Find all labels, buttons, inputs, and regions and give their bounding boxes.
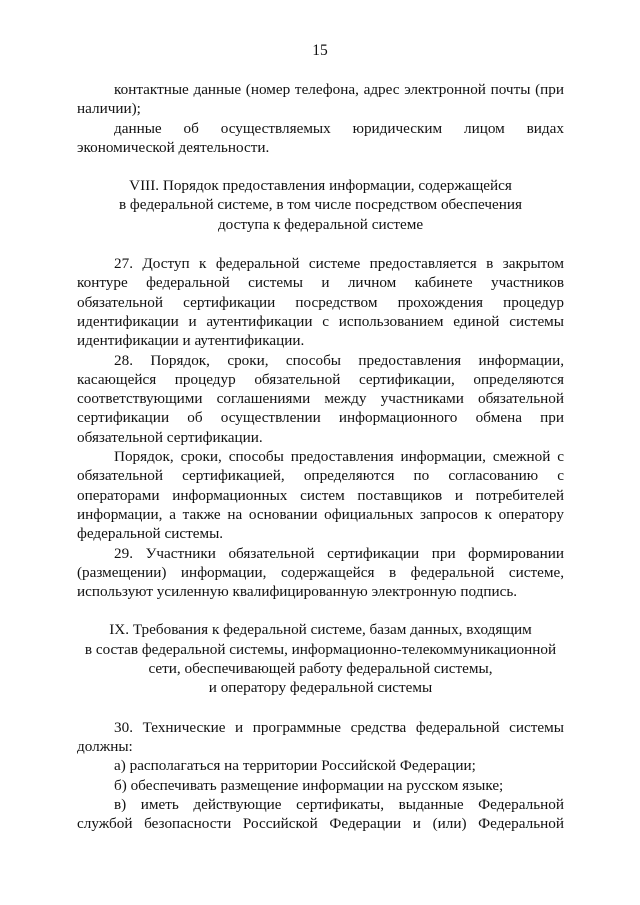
paragraph-29: 29. Участники обязательной сертификации при формировании (размещении) информации, содержащейся в федеральной системе, используют усиленную квалифицированную электронную подпись. bbox=[77, 544, 564, 601]
paragraph-30-b: б) обеспечивать размещение информации на русском языке; bbox=[114, 776, 504, 794]
spacer bbox=[77, 157, 564, 176]
section-heading-line: VIII. Порядок предоставления информации, содержащейся bbox=[129, 177, 512, 195]
document-body bbox=[77, 80, 564, 833]
section-heading-line: доступа к федеральной системе bbox=[217, 215, 424, 233]
paragraph-activity: данные об осуществляемых юридическим лицом видах экономической деятельности. bbox=[77, 119, 564, 156]
spacer bbox=[77, 601, 564, 620]
page-number: 15 bbox=[312, 42, 328, 59]
paragraph-30-c: в) иметь действующие сертификаты, выданные Федеральной службой безопасности Российской Федерации и (или) Федеральной bbox=[77, 795, 564, 833]
section-heading-line: IX. Требования к федеральной системе, базам данных, входящим bbox=[109, 621, 532, 639]
section-heading-line: и оператору федеральной системы bbox=[208, 679, 433, 697]
paragraph-30-a: а) располагаться на территории Российской Федерации; bbox=[114, 757, 476, 775]
paragraph-contacts: контактные данные (номер телефона, адрес электронной почты (при наличии); bbox=[77, 81, 564, 118]
section-heading-line: в федеральной системе, в том числе посредством обеспечения bbox=[118, 196, 523, 214]
paragraph-28: 28. Порядок, сроки, способы предоставления информации, касающейся процедур обязательной сертификации, определяются соответствующими соглашениями между участниками обязательной сертификации об осуществлении информационного обмена при обязательной сертификации. bbox=[77, 351, 564, 446]
section-heading-ix bbox=[77, 620, 564, 697]
section-heading-viii bbox=[77, 176, 564, 234]
paragraph-28-continued: Порядок, сроки, способы предоставления информации, смежной с обязательной сертификацией, определяются по согласованию с операторами информационных систем поставщиков и потребителей информации, а также на основании официальных запросов к оператору федеральной системы. bbox=[77, 448, 564, 543]
spacer bbox=[77, 698, 564, 718]
paragraph-30: 30. Технические и программные средства федеральной системы должны: bbox=[77, 718, 564, 755]
section-heading-line: в состав федеральной системы, информационно-телекоммуникационной bbox=[84, 640, 557, 658]
spacer bbox=[77, 234, 564, 254]
paragraph-27: 27. Доступ к федеральной системе предоставляется в закрытом контуре федеральной системы и личном кабинете участников обязательной сертификации посредством прохождения процедур идентификации и аутентификации с использованием единой системы идентификации и аутентификации. bbox=[77, 255, 564, 350]
section-heading-line: сети, обеспечивающей работу федеральной системы, bbox=[148, 660, 493, 678]
